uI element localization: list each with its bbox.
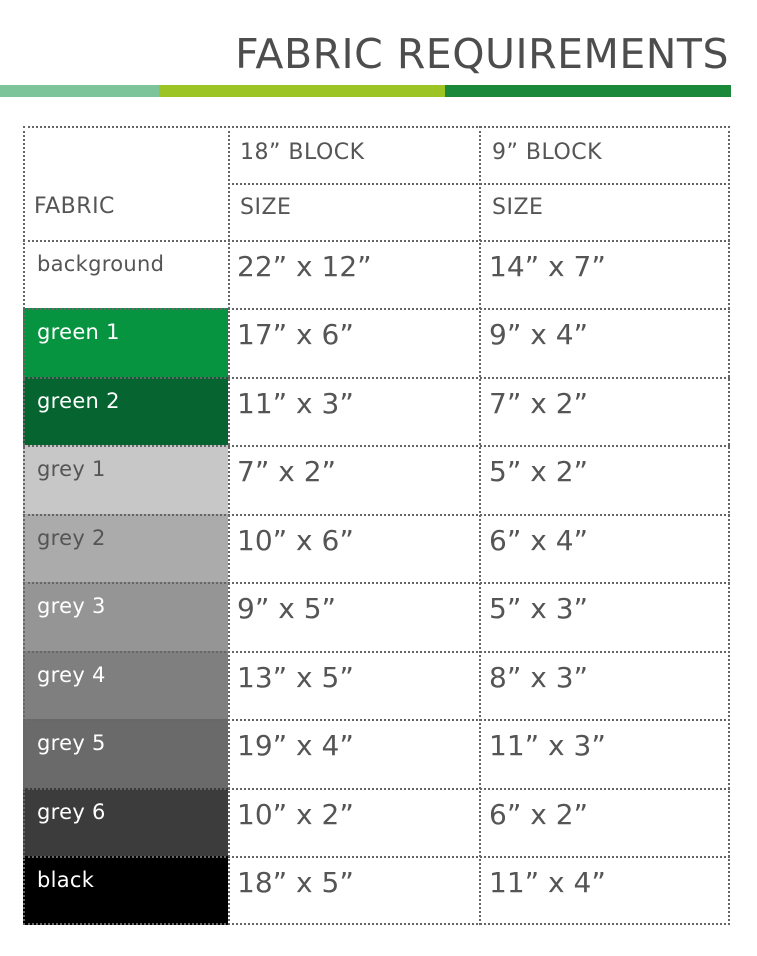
size-18-block: 22” x 12” <box>237 250 372 283</box>
grid-line-vertical <box>228 126 230 925</box>
fabric-name: grey 2 <box>37 526 106 550</box>
grid-line-horizontal <box>23 377 730 379</box>
size-18-block: 17” x 6” <box>237 318 354 351</box>
size-18-block: 11” x 3” <box>237 387 354 420</box>
size-18-block: 13” x 5” <box>237 661 354 694</box>
size-18-block: 10” x 2” <box>237 798 354 831</box>
grid-line-horizontal <box>23 719 730 721</box>
header-18-size: SIZE <box>240 195 292 220</box>
header-9-size: SIZE <box>492 195 544 220</box>
fabric-name: grey 3 <box>37 594 106 618</box>
grid-line-horizontal <box>23 582 730 584</box>
fabric-name: grey 5 <box>37 731 106 755</box>
size-9-block: 6” x 4” <box>489 524 589 557</box>
color-bar-segment-dark-green <box>445 85 731 97</box>
grid-line-vertical <box>23 126 25 925</box>
size-9-block: 14” x 7” <box>489 250 606 283</box>
fabric-name: grey 1 <box>37 457 106 481</box>
fabric-name: grey 6 <box>37 800 106 824</box>
size-9-block: 7” x 2” <box>489 387 589 420</box>
size-18-block: 10” x 6” <box>237 524 354 557</box>
header-18-block: 18” BLOCK <box>240 140 365 165</box>
fabric-name: background <box>37 252 165 276</box>
header-fabric: FABRIC <box>34 194 115 219</box>
fabric-name: grey 4 <box>37 663 106 687</box>
size-18-block: 7” x 2” <box>237 455 337 488</box>
fabric-name: black <box>37 868 95 892</box>
fabric-requirements-table <box>23 126 730 925</box>
grid-line-horizontal <box>23 308 730 310</box>
fabric-name: green 1 <box>37 320 120 344</box>
size-18-block: 18” x 5” <box>237 866 354 899</box>
grid-line-horizontal <box>23 923 730 925</box>
size-18-block: 9” x 5” <box>237 592 337 625</box>
page-title: FABRIC REQUIREMENTS <box>235 30 729 78</box>
color-bar <box>0 85 731 97</box>
size-9-block: 8” x 3” <box>489 661 589 694</box>
grid-line-vertical <box>479 126 481 925</box>
size-9-block: 9” x 4” <box>489 318 589 351</box>
size-9-block: 5” x 3” <box>489 592 589 625</box>
grid-line-horizontal <box>23 856 730 858</box>
size-9-block: 11” x 3” <box>489 729 606 762</box>
size-9-block: 5” x 2” <box>489 455 589 488</box>
size-9-block: 11” x 4” <box>489 866 606 899</box>
size-18-block: 19” x 4” <box>237 729 354 762</box>
color-bar-segment-lime <box>159 85 445 97</box>
header-9-block: 9” BLOCK <box>492 140 603 165</box>
grid-line-horizontal <box>23 514 730 516</box>
grid-line-horizontal <box>23 240 730 242</box>
grid-line-horizontal <box>23 445 730 447</box>
grid-line-horizontal <box>23 126 730 128</box>
fabric-name: green 2 <box>37 389 120 413</box>
grid-line-horizontal <box>23 651 730 653</box>
color-bar-segment-light-green <box>0 85 159 97</box>
size-9-block: 6” x 2” <box>489 798 589 831</box>
grid-line-vertical <box>728 126 730 925</box>
grid-line-horizontal <box>23 788 730 790</box>
